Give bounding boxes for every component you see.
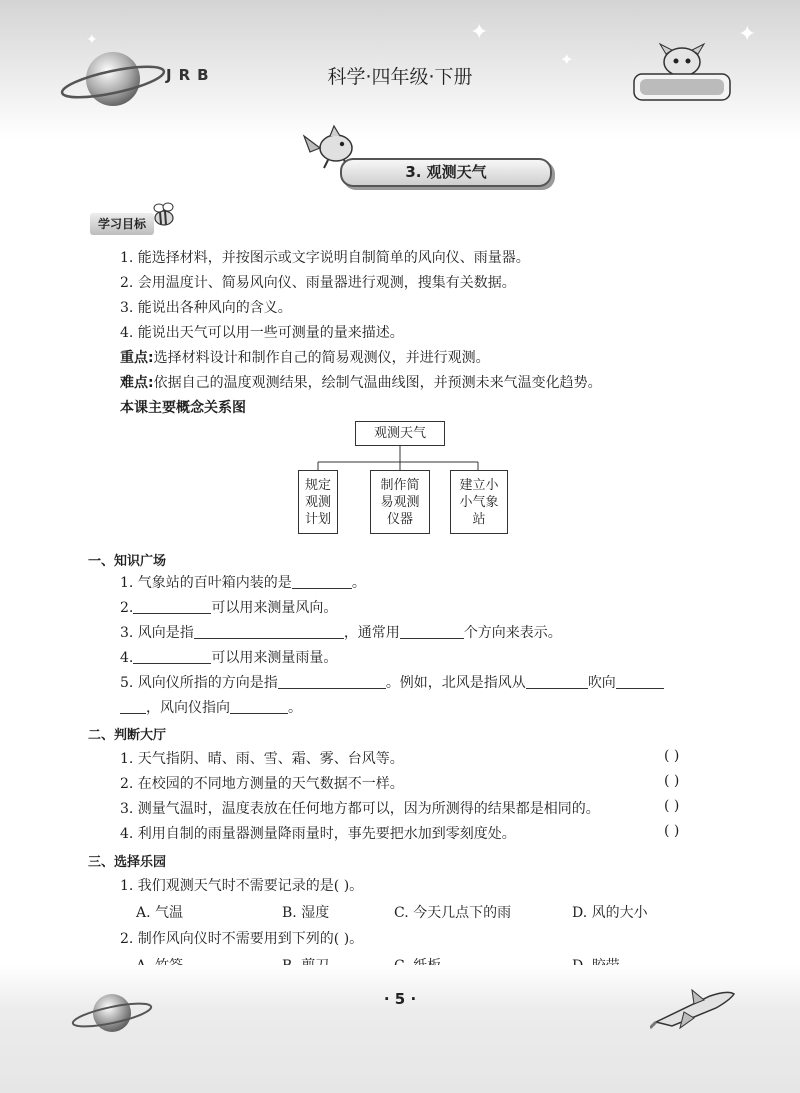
goal-item: 1. 能选择材料，并按图示或文字说明自制简单的风向仪、雨量器。 bbox=[120, 250, 530, 266]
concept-map-title: 本课主要概念关系图 bbox=[120, 400, 246, 416]
fill-question: 3. 风向是指 ，通常用 个方向来表示。 bbox=[120, 625, 562, 641]
brand-mark: JRB bbox=[166, 66, 216, 84]
answer-blank[interactable] bbox=[230, 699, 288, 714]
concept-node: 规定 观测 计划 bbox=[298, 470, 338, 534]
star-icon: ✦ bbox=[470, 20, 489, 45]
choice-stem: 1. 我们观测天气时不需要记录的是( )。 bbox=[120, 878, 364, 894]
answer-blank[interactable] bbox=[133, 599, 211, 614]
learning-goals-badge: 学习目标 bbox=[90, 213, 154, 235]
choice-option[interactable]: D. 风的大小 bbox=[572, 905, 648, 921]
key-point bbox=[120, 347, 490, 367]
judge-item: 4. 利用自制的雨量器测量降雨量时，事先要把水加到零刻度处。 bbox=[120, 826, 516, 842]
choice-option[interactable]: B. 湿度 bbox=[282, 905, 330, 921]
judge-item: 1. 天气指阴、晴、雨、雪、霜、雾、台风等。 bbox=[120, 751, 404, 767]
fill-question: 1. 气象站的百叶箱内装的是 。 bbox=[120, 575, 366, 591]
choice-option[interactable]: A. 气温 bbox=[136, 905, 184, 921]
star-icon: ✦ bbox=[560, 50, 574, 69]
book-title: 科学·四年级·下册 bbox=[327, 66, 473, 88]
section-title: 一、知识广场 bbox=[88, 554, 167, 569]
answer-paren[interactable]: ( ) bbox=[664, 823, 680, 839]
star-icon: ✦ bbox=[86, 32, 98, 48]
key-point-label: 重点: bbox=[120, 350, 154, 366]
lesson-title: 3. 观测天气 bbox=[340, 158, 552, 187]
concept-node: 制作简 易观测 仪器 bbox=[370, 470, 430, 534]
difficult-point-label: 难点: bbox=[120, 375, 154, 391]
answer-blank[interactable] bbox=[292, 574, 352, 589]
fill-question: 2. 可以用来测量风向。 bbox=[120, 600, 338, 616]
answer-blank[interactable] bbox=[120, 699, 146, 714]
choice-stem: 2. 制作风向仪时不需要用到下列的( )。 bbox=[120, 931, 364, 947]
key-point-text: 选择材料设计和制作自己的简易观测仪，并进行观测。 bbox=[153, 350, 490, 366]
answer-blank[interactable] bbox=[194, 624, 344, 639]
fill-question: 5. 风向仪所指的方向是指 。例如，北风是指风从 吹向 bbox=[120, 672, 664, 692]
fill-question: 4. 可以用来测量雨量。 bbox=[120, 650, 338, 666]
goal-item: 4. 能说出天气可以用一些可测量的量来描述。 bbox=[120, 325, 404, 341]
section-title: 二、判断大厅 bbox=[88, 728, 167, 743]
happy-sprite-logo-icon bbox=[632, 42, 732, 104]
answer-blank[interactable] bbox=[133, 649, 211, 664]
judge-item: 2. 在校园的不同地方测量的天气数据不一样。 bbox=[120, 776, 404, 792]
goal-item: 3. 能说出各种风向的含义。 bbox=[120, 300, 292, 316]
space-shuttle-icon bbox=[650, 982, 740, 1032]
answer-paren[interactable]: ( ) bbox=[664, 773, 680, 789]
section-title: 三、选择乐园 bbox=[88, 855, 167, 870]
answer-blank[interactable] bbox=[526, 674, 588, 689]
answer-blank[interactable] bbox=[278, 674, 386, 689]
fill-question-continued: ，风向仪指向 。 bbox=[120, 697, 302, 717]
bee-icon bbox=[148, 200, 178, 230]
difficult-point-text: 依据自己的温度观测结果，绘制气温曲线图，并预测未来气温变化趋势。 bbox=[153, 375, 602, 391]
goal-item: 2. 会用温度计、简易风向仪、雨量器进行观测，搜集有关数据。 bbox=[120, 275, 516, 291]
page-number: · 5 · bbox=[383, 990, 417, 1008]
star-icon: ✦ bbox=[738, 22, 757, 47]
answer-blank[interactable] bbox=[400, 624, 464, 639]
answer-paren[interactable]: ( ) bbox=[664, 748, 680, 764]
choice-option[interactable]: C. 今天几点下的雨 bbox=[394, 905, 512, 921]
answer-paren[interactable]: ( ) bbox=[664, 798, 680, 814]
concept-root: 观测天气 bbox=[355, 421, 445, 446]
concept-node: 建立小 小气象 站 bbox=[450, 470, 508, 534]
answer-blank[interactable] bbox=[616, 674, 664, 689]
difficult-point bbox=[120, 372, 602, 392]
judge-item: 3. 测量气温时，温度表放在任何地方都可以，因为所测得的结果都是相同的。 bbox=[120, 801, 600, 817]
planet-icon bbox=[68, 985, 156, 1041]
